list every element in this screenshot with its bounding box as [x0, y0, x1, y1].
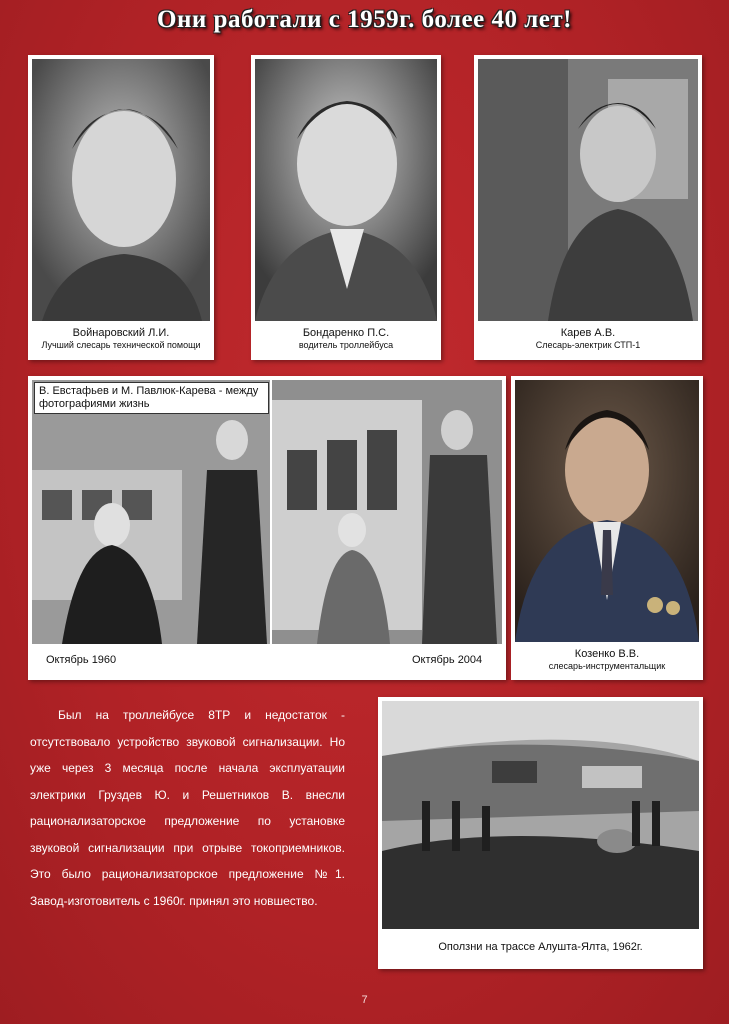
collage-photo-1960: [32, 380, 270, 644]
portrait-card-bondarenko: [251, 55, 441, 360]
landslide-caption-text: Оползни на трассе Алушта-Ялта, 1962г.: [438, 941, 643, 953]
portrait-caption: [28, 327, 214, 351]
article-paragraph: Был на троллейбусе 8ТР и недостаток - отсутствовало устройство звуковой сигнализации. Но уже через 3 месяца после начала эксплуатации электрики Груздев Ю. и Решетников В. внесли рационализаторское предложение по установке звуковой сигнализации при отрыве токоприемников. Это было рационализаторское предложение №1. Завод-изготовитель с 1960г. принял это новшество.: [30, 708, 345, 908]
portrait-name: Бондаренко П.С.: [302, 327, 390, 339]
portrait-photo: [255, 59, 437, 321]
portrait-caption: [474, 327, 702, 351]
portrait-role: водитель троллейбуса: [298, 340, 394, 350]
landslide-photo: [382, 701, 699, 929]
portrait-card-voynarovsky: [28, 55, 214, 360]
portrait-caption: [251, 327, 441, 351]
portrait-photo: [32, 59, 210, 321]
portrait-photo: [515, 380, 699, 642]
collage-caption: В. Евстафьев и М. Павлюк-Карева - между фотографиями жизнь: [34, 382, 269, 414]
date-right: Октябрь 2004: [412, 654, 483, 666]
article-text: [30, 702, 345, 914]
portrait-role: Лучший слесарь технической помощи: [41, 340, 201, 350]
landslide-caption: [378, 941, 703, 954]
page-number: 7: [361, 994, 368, 1006]
collage-photo-2004: [272, 380, 502, 644]
date-left: Октябрь 1960: [46, 654, 117, 666]
portrait-caption: [511, 648, 703, 672]
portrait-card-kozenko: [511, 376, 703, 680]
portrait-name: Карев А.В.: [560, 327, 616, 339]
landslide-card: [378, 697, 703, 969]
collage-card: [28, 376, 506, 680]
portrait-name: Козенко В.В.: [574, 648, 640, 660]
portrait-role: слесарь-инструментальщик: [548, 661, 666, 671]
portrait-name: Войнаровский Л.И.: [72, 327, 170, 339]
portrait-photo: [478, 59, 698, 321]
portrait-role: Слесарь-электрик СТП-1: [535, 340, 641, 350]
page-title: Они работали с 1959г. более 40 лет!: [157, 6, 572, 33]
portrait-card-karev: [474, 55, 702, 360]
